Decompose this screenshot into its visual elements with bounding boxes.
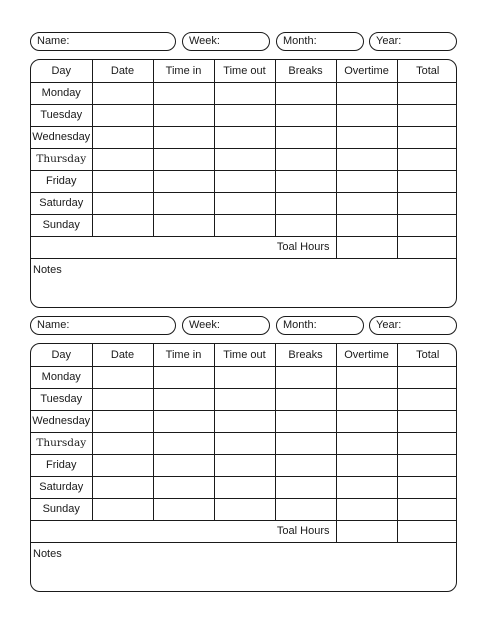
date-cell[interactable]: [92, 410, 153, 432]
total-cell[interactable]: [397, 410, 457, 432]
total-cell[interactable]: [397, 104, 457, 126]
date-cell[interactable]: [92, 388, 153, 410]
table-row: [31, 498, 457, 520]
year-label: Year:: [376, 35, 402, 47]
day-label: Monday: [31, 82, 92, 104]
col-header-time-out: Time out: [214, 344, 275, 366]
col-header-overtime: Overtime: [336, 60, 397, 82]
overtime-cell[interactable]: [336, 104, 397, 126]
date-cell[interactable]: [92, 104, 153, 126]
date-cell[interactable]: [92, 476, 153, 498]
total-cell[interactable]: [397, 498, 457, 520]
timesheet-table: [31, 60, 457, 259]
name-field[interactable]: [30, 316, 176, 335]
time-in-cell[interactable]: [153, 82, 214, 104]
time-out-cell[interactable]: [214, 388, 275, 410]
name-field[interactable]: [30, 32, 176, 51]
date-cell[interactable]: [92, 366, 153, 388]
total-cell[interactable]: [397, 82, 457, 104]
breaks-cell[interactable]: [275, 126, 336, 148]
breaks-cell[interactable]: [275, 498, 336, 520]
date-cell[interactable]: [92, 498, 153, 520]
year-field[interactable]: [369, 32, 457, 51]
table-row: [31, 476, 457, 498]
time-in-cell[interactable]: [153, 432, 214, 454]
date-cell[interactable]: [92, 126, 153, 148]
breaks-cell[interactable]: [275, 170, 336, 192]
total-hours-extra-cell[interactable]: [397, 236, 457, 258]
header-row: [31, 344, 457, 366]
table-row: [31, 432, 457, 454]
time-in-cell[interactable]: [153, 366, 214, 388]
date-cell[interactable]: [92, 432, 153, 454]
time-out-cell[interactable]: [214, 82, 275, 104]
day-label: Friday: [31, 454, 92, 476]
week-label: Week:: [189, 319, 220, 331]
date-cell[interactable]: [92, 148, 153, 170]
total-cell[interactable]: [397, 148, 457, 170]
time-out-cell[interactable]: [214, 454, 275, 476]
table-row: [31, 454, 457, 476]
month-field[interactable]: [276, 316, 364, 335]
breaks-cell[interactable]: [275, 388, 336, 410]
timesheet-card: [30, 343, 457, 592]
breaks-cell[interactable]: [275, 82, 336, 104]
col-header-date: Date: [92, 344, 153, 366]
day-label: Sunday: [31, 214, 92, 236]
year-label: Year:: [376, 319, 402, 331]
total-hours-row: [31, 520, 457, 542]
overtime-cell[interactable]: [336, 214, 397, 236]
table-row: [31, 82, 457, 104]
col-header-total: Total: [397, 344, 457, 366]
time-in-cell[interactable]: [153, 104, 214, 126]
date-cell[interactable]: [92, 82, 153, 104]
time-in-cell[interactable]: [153, 476, 214, 498]
total-cell[interactable]: [397, 366, 457, 388]
overtime-cell[interactable]: [336, 170, 397, 192]
date-cell[interactable]: [92, 192, 153, 214]
overtime-cell[interactable]: [336, 366, 397, 388]
day-label: Sunday: [31, 498, 92, 520]
name-label: Name:: [37, 319, 70, 331]
table-row: [31, 126, 457, 148]
breaks-cell[interactable]: [275, 214, 336, 236]
time-out-cell[interactable]: [214, 432, 275, 454]
total-hours-label: Toal Hours: [31, 520, 336, 542]
time-out-cell[interactable]: [214, 366, 275, 388]
col-header-day: Day: [31, 60, 92, 82]
day-label: Saturday: [31, 192, 92, 214]
time-out-cell[interactable]: [214, 192, 275, 214]
overtime-cell[interactable]: [336, 476, 397, 498]
time-out-cell[interactable]: [214, 126, 275, 148]
time-in-cell[interactable]: [153, 214, 214, 236]
table-row: [31, 192, 457, 214]
day-label: Saturday: [31, 476, 92, 498]
total-cell[interactable]: [397, 126, 457, 148]
breaks-cell[interactable]: [275, 410, 336, 432]
time-in-cell[interactable]: [153, 454, 214, 476]
overtime-cell[interactable]: [336, 454, 397, 476]
date-cell[interactable]: [92, 454, 153, 476]
day-label: Tuesday: [31, 104, 92, 126]
name-label: Name:: [37, 35, 70, 47]
header-row: [31, 60, 457, 82]
time-in-cell[interactable]: [153, 192, 214, 214]
overtime-cell[interactable]: [336, 126, 397, 148]
table-row: [31, 170, 457, 192]
total-hours-cell[interactable]: [336, 236, 397, 258]
time-out-cell[interactable]: [214, 104, 275, 126]
breaks-cell[interactable]: [275, 148, 336, 170]
table-row: [31, 148, 457, 170]
time-out-cell[interactable]: [214, 170, 275, 192]
month-label: Month:: [283, 35, 317, 47]
time-out-cell[interactable]: [214, 214, 275, 236]
table-row: [31, 410, 457, 432]
overtime-cell[interactable]: [336, 498, 397, 520]
total-cell[interactable]: [397, 214, 457, 236]
total-cell[interactable]: [397, 454, 457, 476]
time-out-cell[interactable]: [214, 476, 275, 498]
breaks-cell[interactable]: [275, 192, 336, 214]
breaks-cell[interactable]: [275, 366, 336, 388]
col-header-day: Day: [31, 344, 92, 366]
notes-label: Notes: [33, 548, 62, 560]
breaks-cell[interactable]: [275, 104, 336, 126]
breaks-cell[interactable]: [275, 476, 336, 498]
month-label: Month:: [283, 319, 317, 331]
table-row: [31, 388, 457, 410]
week-field[interactable]: [182, 316, 270, 335]
time-in-cell[interactable]: [153, 498, 214, 520]
time-in-cell[interactable]: [153, 148, 214, 170]
col-header-time-in: Time in: [153, 344, 214, 366]
total-cell[interactable]: [397, 476, 457, 498]
time-out-cell[interactable]: [214, 410, 275, 432]
day-label: Monday: [31, 366, 92, 388]
col-header-time-in: Time in: [153, 60, 214, 82]
overtime-cell[interactable]: [336, 192, 397, 214]
year-field[interactable]: [369, 316, 457, 335]
total-cell[interactable]: [397, 432, 457, 454]
breaks-cell[interactable]: [275, 454, 336, 476]
table-row: [31, 104, 457, 126]
total-hours-extra-cell[interactable]: [397, 520, 457, 542]
total-hours-label: Toal Hours: [31, 236, 336, 258]
total-cell[interactable]: [397, 388, 457, 410]
day-label: Tuesday: [31, 388, 92, 410]
total-cell[interactable]: [397, 192, 457, 214]
col-header-total: Total: [397, 60, 457, 82]
day-label: Thursday: [31, 148, 92, 170]
total-hours-row: [31, 236, 457, 258]
month-field[interactable]: [276, 32, 364, 51]
breaks-cell[interactable]: [275, 432, 336, 454]
week-field[interactable]: [182, 32, 270, 51]
time-in-cell[interactable]: [153, 388, 214, 410]
total-hours-cell[interactable]: [336, 520, 397, 542]
day-label: Wednesday: [31, 410, 92, 432]
week-label: Week:: [189, 35, 220, 47]
col-header-overtime: Overtime: [336, 344, 397, 366]
overtime-cell[interactable]: [336, 410, 397, 432]
time-out-cell[interactable]: [214, 498, 275, 520]
notes-label: Notes: [33, 264, 62, 276]
date-cell[interactable]: [92, 214, 153, 236]
col-header-date: Date: [92, 60, 153, 82]
table-row: [31, 214, 457, 236]
day-label: Thursday: [31, 432, 92, 454]
overtime-cell[interactable]: [336, 432, 397, 454]
time-in-cell[interactable]: [153, 170, 214, 192]
time-out-cell[interactable]: [214, 148, 275, 170]
day-label: Wednesday: [31, 126, 92, 148]
day-label: Friday: [31, 170, 92, 192]
time-in-cell[interactable]: [153, 410, 214, 432]
overtime-cell[interactable]: [336, 388, 397, 410]
col-header-time-out: Time out: [214, 60, 275, 82]
overtime-cell[interactable]: [336, 148, 397, 170]
col-header-breaks: Breaks: [275, 344, 336, 366]
time-in-cell[interactable]: [153, 126, 214, 148]
col-header-breaks: Breaks: [275, 60, 336, 82]
total-cell[interactable]: [397, 170, 457, 192]
timesheet-table: [31, 344, 457, 543]
date-cell[interactable]: [92, 170, 153, 192]
timesheet-card: [30, 59, 457, 308]
overtime-cell[interactable]: [336, 82, 397, 104]
table-row: [31, 366, 457, 388]
